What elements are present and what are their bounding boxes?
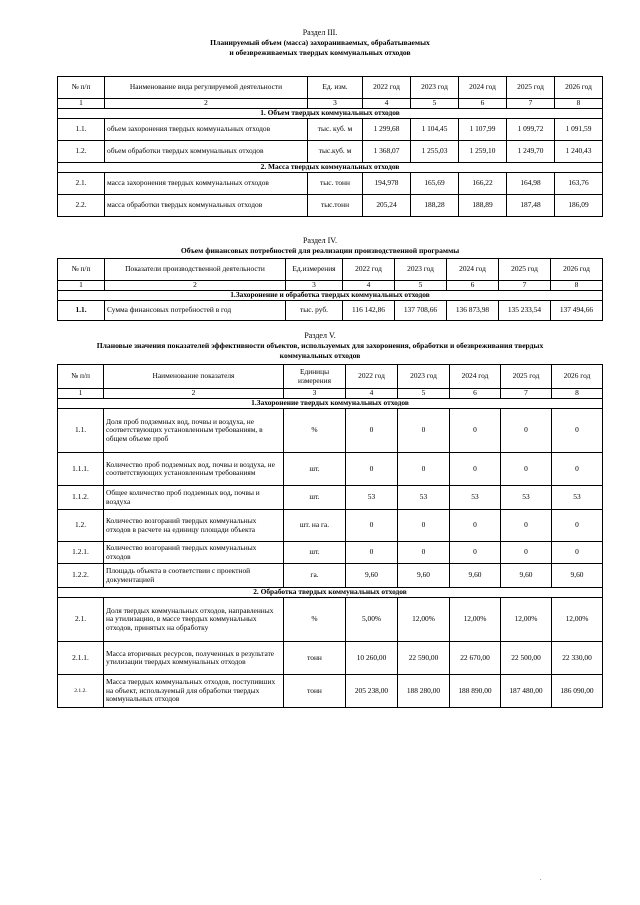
row-value: 53 (398, 486, 450, 510)
row-number: 2.1.2. (58, 675, 104, 708)
column-number: 2 (105, 281, 286, 291)
header-cell: 2026 год (555, 77, 603, 99)
row-unit: шт. (284, 453, 346, 486)
row-value: 0 (501, 409, 552, 453)
row-value: 22 330,00 (552, 642, 603, 675)
row-value: 137 494,66 (551, 301, 603, 321)
header-cell: Показатели производственной деятельности (105, 259, 286, 281)
header-cell: Наименование вида регулируемой деятельности (105, 77, 308, 99)
row-number: 1.1. (58, 301, 105, 321)
row-value: 1 368,07 (363, 141, 411, 163)
column-number-row (58, 99, 603, 109)
row-unit: % (284, 598, 346, 642)
row-value: 0 (552, 510, 603, 542)
row-value: 0 (398, 409, 450, 453)
row-name: Доля проб подземных вод, почвы и воздуха, не соответствующих установленным требованиям, в общем объеме проб (104, 409, 284, 453)
column-number-row (58, 281, 603, 291)
group-title: 1.Захоронение твердых коммунальных отходов (58, 399, 603, 409)
column-number: 8 (551, 281, 603, 291)
section-4-table (57, 258, 603, 321)
table-row (58, 301, 603, 321)
row-value: 1 299,68 (363, 119, 411, 141)
header-cell: 2026 год (552, 365, 603, 389)
section-3-title-line2: и обезвреживаемых твердых коммунальных отходов (229, 48, 411, 57)
row-value: 186 090,00 (552, 675, 603, 708)
row-value: 194,978 (363, 173, 411, 195)
section-5-table (57, 364, 603, 708)
group-title: 1.Захоронение и обработка твердых коммунальных отходов (58, 291, 603, 301)
row-unit: тыс. руб. (286, 301, 343, 321)
header-cell: № п/п (58, 77, 105, 99)
row-value: 9,60 (450, 564, 501, 588)
row-value: 164,98 (507, 173, 555, 195)
row-value: 0 (450, 453, 501, 486)
row-value: 1 240,43 (555, 141, 603, 163)
row-name: Доля твердых коммунальных отходов, направленных на утилизацию, в массе твердых коммунальных отходов, принятых на обработку (104, 598, 284, 642)
row-value: 1 249,70 (507, 141, 555, 163)
table-row (58, 598, 603, 642)
row-value: 12,00% (398, 598, 450, 642)
group-row (58, 163, 603, 173)
header-cell: 2023 год (411, 77, 459, 99)
row-name: Количество возгораний твердых коммунальных отходов (104, 542, 284, 564)
header-cell: 2022 год (363, 77, 411, 99)
table-row (58, 119, 603, 141)
column-number: 1 (58, 99, 105, 109)
column-number: 2 (105, 99, 308, 109)
row-value: 0 (552, 409, 603, 453)
row-name: Количество возгораний твердых коммунальных отходов в расчете на единицу площади объекта (104, 510, 284, 542)
row-unit: тонн (284, 675, 346, 708)
row-value: 0 (346, 542, 398, 564)
row-value: 0 (501, 542, 552, 564)
table-row (58, 564, 603, 588)
row-value: 9,60 (346, 564, 398, 588)
header-cell: 2022 год (343, 259, 395, 281)
scan-speck: . (540, 876, 542, 882)
row-value: 205,24 (363, 195, 411, 217)
table-header-row (58, 259, 603, 281)
row-name: объем захоронения твердых коммунальных отходов (105, 119, 308, 141)
table-row (58, 486, 603, 510)
column-number: 3 (286, 281, 343, 291)
row-number: 1.2.2. (58, 564, 104, 588)
group-row (58, 399, 603, 409)
table-row (58, 510, 603, 542)
header-cell: 2025 год (501, 365, 552, 389)
column-number: 8 (555, 99, 603, 109)
row-value: 1 104,45 (411, 119, 459, 141)
header-cell: Ед. изм. (308, 77, 363, 99)
row-value: 1 255,03 (411, 141, 459, 163)
row-unit: тыс. куб. м (308, 119, 363, 141)
table-row (58, 675, 603, 708)
row-value: 9,60 (501, 564, 552, 588)
row-value: 136 873,98 (447, 301, 499, 321)
column-number: 6 (459, 99, 507, 109)
section-3-title-line1: Планируемый объем (масса) захораниваемых, обрабатываемых (210, 38, 430, 47)
column-number: 7 (507, 99, 555, 109)
column-number: 4 (343, 281, 395, 291)
column-number: 3 (284, 389, 346, 399)
row-value: 186,09 (555, 195, 603, 217)
row-name: масса захоронения твердых коммунальных отходов (105, 173, 308, 195)
row-value: 166,22 (459, 173, 507, 195)
column-number: 5 (395, 281, 447, 291)
row-value: 205 238,00 (346, 675, 398, 708)
header-cell: № п/п (58, 365, 104, 389)
table-row (58, 453, 603, 486)
row-value: 0 (346, 510, 398, 542)
section-4-heading (0, 236, 640, 256)
row-unit: тыс.тонн (308, 195, 363, 217)
section-5-title-line2: коммунальных отходов (279, 351, 361, 360)
group-row (58, 588, 603, 598)
row-value: 12,00% (450, 598, 501, 642)
header-cell: 2025 год (499, 259, 551, 281)
group-title: 2. Масса твердых коммунальных отходов (58, 163, 603, 173)
row-name: масса обработки твердых коммунальных отходов (105, 195, 308, 217)
row-name: Масса твердых коммунальных отходов, поступивших на объект, используемый для обработки твердых коммунальных отходов (104, 675, 284, 708)
row-value: 137 708,66 (395, 301, 447, 321)
column-number-row (58, 389, 603, 399)
row-unit: шт. (284, 486, 346, 510)
group-row (58, 109, 603, 119)
column-number: 7 (499, 281, 551, 291)
section-5-label: Раздел V. (304, 331, 336, 340)
row-name: Общее количество проб подземных вод, почвы и воздуха (104, 486, 284, 510)
row-value: 9,60 (552, 564, 603, 588)
row-number: 2.1. (58, 173, 105, 195)
table-row (58, 173, 603, 195)
row-value: 0 (398, 542, 450, 564)
section-3-table (57, 76, 603, 217)
row-value: 1 107,99 (459, 119, 507, 141)
section-5-title-line1: Плановые значения показателей эффективности объектов, используемых для захоронения, обработки и обезвреживания твердых (96, 341, 544, 350)
row-value: 188 890,00 (450, 675, 501, 708)
table-row (58, 141, 603, 163)
row-value: 135 233,54 (499, 301, 551, 321)
row-value: 1 099,72 (507, 119, 555, 141)
row-value: 53 (346, 486, 398, 510)
row-unit: шт. (284, 542, 346, 564)
row-number: 2.1. (58, 598, 104, 642)
row-value: 187,48 (507, 195, 555, 217)
row-number: 2.2. (58, 195, 105, 217)
header-cell: 2023 год (398, 365, 450, 389)
row-value: 116 142,86 (343, 301, 395, 321)
header-cell: № п/п (58, 259, 105, 281)
row-name: объем обработки твердых коммунальных отходов (105, 141, 308, 163)
row-value: 0 (552, 453, 603, 486)
row-value: 0 (501, 453, 552, 486)
group-row (58, 291, 603, 301)
header-cell: 2024 год (447, 259, 499, 281)
table-header-row (58, 365, 603, 389)
row-value: 0 (398, 453, 450, 486)
table-row (58, 542, 603, 564)
column-number: 5 (398, 389, 450, 399)
row-value: 0 (398, 510, 450, 542)
header-cell: 2024 год (450, 365, 501, 389)
row-number: 1.2. (58, 510, 104, 542)
row-value: 163,76 (555, 173, 603, 195)
row-number: 1.1. (58, 119, 105, 141)
column-number: 6 (450, 389, 501, 399)
section-4-label: Раздел IV. (302, 236, 338, 245)
row-value: 0 (501, 510, 552, 542)
row-value: 0 (450, 510, 501, 542)
header-cell: Ед.измерения (286, 259, 343, 281)
row-value: 0 (346, 409, 398, 453)
column-number: 7 (501, 389, 552, 399)
table-row (58, 195, 603, 217)
row-value: 12,00% (552, 598, 603, 642)
column-number: 5 (411, 99, 459, 109)
row-value: 22 670,00 (450, 642, 501, 675)
row-unit: тонн (284, 642, 346, 675)
row-unit: шт. на га. (284, 510, 346, 542)
row-number: 1.1.2. (58, 486, 104, 510)
section-4-title: Объем финансовых потребностей для реализации производственной программы (180, 246, 460, 255)
row-value: 0 (552, 542, 603, 564)
group-title: 1. Объем твердых коммунальных отходов (58, 109, 603, 119)
section-3-label: Раздел III. (302, 28, 338, 37)
row-value: 22 590,00 (398, 642, 450, 675)
row-name: Площадь объекта в соответствии с проектной документацией (104, 564, 284, 588)
row-value: 5,00% (346, 598, 398, 642)
column-number: 4 (363, 99, 411, 109)
row-number: 1.1.1. (58, 453, 104, 486)
row-unit: га. (284, 564, 346, 588)
table-header-row (58, 77, 603, 99)
row-number: 2.1.1. (58, 642, 104, 675)
row-value: 0 (346, 453, 398, 486)
header-cell: 2022 год (346, 365, 398, 389)
header-cell: Наименование показателя (104, 365, 284, 389)
column-number: 4 (346, 389, 398, 399)
row-name: Количество проб подземных вод, почвы и воздуха, не соответствующих установленным требованиям (104, 453, 284, 486)
row-unit: тыс. тонн (308, 173, 363, 195)
row-value: 53 (450, 486, 501, 510)
row-value: 188,89 (459, 195, 507, 217)
column-number: 1 (58, 281, 105, 291)
header-cell: 2024 год (459, 77, 507, 99)
table-row (58, 409, 603, 453)
row-value: 12,00% (501, 598, 552, 642)
column-number: 6 (447, 281, 499, 291)
header-cell: 2026 год (551, 259, 603, 281)
group-title: 2. Обработка твердых коммунальных отходов (58, 588, 603, 598)
column-number: 3 (308, 99, 363, 109)
row-value: 10 260,00 (346, 642, 398, 675)
row-value: 1 259,10 (459, 141, 507, 163)
row-value: 188,28 (411, 195, 459, 217)
table-row (58, 642, 603, 675)
row-number: 1.1. (58, 409, 104, 453)
header-cell: Единицы измерения (284, 365, 346, 389)
row-value: 53 (501, 486, 552, 510)
column-number: 1 (58, 389, 104, 399)
row-value: 0 (450, 542, 501, 564)
row-value: 1 091,59 (555, 119, 603, 141)
row-value: 165,69 (411, 173, 459, 195)
row-number: 1.2.1. (58, 542, 104, 564)
column-number: 8 (552, 389, 603, 399)
column-number: 2 (104, 389, 284, 399)
row-value: 188 280,00 (398, 675, 450, 708)
section-3-heading (0, 28, 640, 58)
row-value: 187 480,00 (501, 675, 552, 708)
row-number: 1.2. (58, 141, 105, 163)
row-name: Сумма финансовых потребностей в год (105, 301, 286, 321)
header-cell: 2023 год (395, 259, 447, 281)
section-5-heading (0, 331, 640, 361)
row-unit: тыс.куб. м (308, 141, 363, 163)
row-value: 53 (552, 486, 603, 510)
row-name: Масса вторичных ресурсов, полученных в результате утилизации твердых коммунальных отходов (104, 642, 284, 675)
row-value: 0 (450, 409, 501, 453)
header-cell: 2025 год (507, 77, 555, 99)
row-value: 9,60 (398, 564, 450, 588)
row-unit: % (284, 409, 346, 453)
row-value: 22 500,00 (501, 642, 552, 675)
